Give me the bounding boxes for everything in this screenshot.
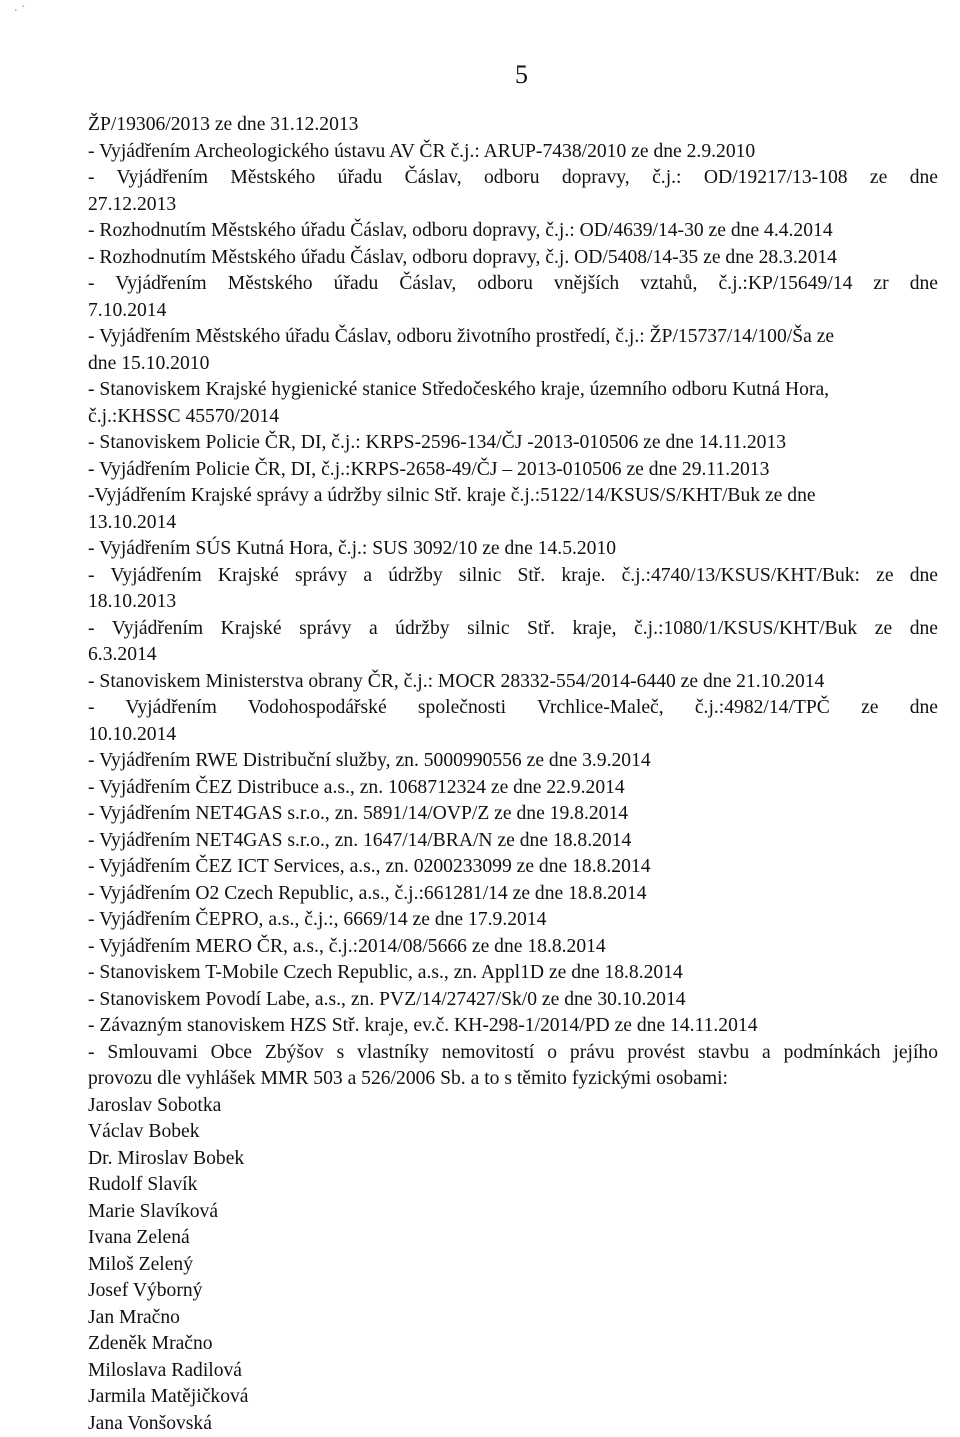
person-name: Jan Mračno	[88, 1305, 938, 1332]
text-line: - Vyjádřením Krajské správy a údržby silnic Stř. kraje. č.j.:4740/13/KSUS/KHT/Buk: ze dne	[88, 563, 938, 590]
text-line: - Vyjádřením Městského úřadu Čáslav, odboru vnějších vztahů, č.j.:KP/15649/14 zr dne	[88, 271, 938, 298]
text-line: - Vyjádřením SÚS Kutná Hora, č.j.: SUS 3092/10 ze dne 14.5.2010	[88, 536, 938, 563]
person-name: Miloslava Radilová	[88, 1358, 938, 1385]
text-line: - Stanoviskem Ministerstva obrany ČR, č.j.: MOCR 28332-554/2014-6440 ze dne 21.10.2014	[88, 669, 938, 696]
person-name: Jarmila Matějičková	[88, 1384, 938, 1411]
text-line: - Vyjádřením Krajské správy a údržby silnic Stř. kraje, č.j.:1080/1/KSUS/KHT/Buk ze dne	[88, 616, 938, 643]
text-line: ŽP/19306/2013 ze dne 31.12.2013	[88, 112, 938, 139]
text-line: - Vyjádřením ČEZ ICT Services, a.s., zn. 0200233099 ze dne 18.8.2014	[88, 854, 938, 881]
text-line: - Vyjádřením Policie ČR, DI, č.j.:KRPS-2658-49/ČJ – 2013-010506 ze dne 29.11.2013	[88, 457, 938, 484]
text-line: - Rozhodnutím Městského úřadu Čáslav, odboru dopravy, č.j.: OD/4639/14-30 ze dne 4.4.2014	[88, 218, 938, 245]
text-line: - Stanoviskem Povodí Labe, a.s., zn. PVZ/14/27427/Sk/0 ze dne 30.10.2014	[88, 987, 938, 1014]
person-name: Miloš Zelený	[88, 1252, 938, 1279]
text-line: č.j.:KHSSC 45570/2014	[88, 404, 938, 431]
text-line: - Vyjádřením ČEPRO, a.s., č.j.:, 6669/14 ze dne 17.9.2014	[88, 907, 938, 934]
text-line: -Vyjádřením Krajské správy a údržby silnic Stř. kraje č.j.:5122/14/KSUS/S/KHT/Buk ze dne	[88, 483, 938, 510]
person-name: Jana Vonšovská	[88, 1411, 938, 1437]
person-name: Dr. Miroslav Bobek	[88, 1146, 938, 1173]
text-line: provozu dle vyhlášek MMR 503 a 526/2006 Sb. a to s těmito fyzickými osobami:	[88, 1066, 938, 1093]
text-line: - Vyjádřením NET4GAS s.r.o., zn. 1647/14/BRA/N ze dne 18.8.2014	[88, 828, 938, 855]
text-line: 10.10.2014	[88, 722, 938, 749]
text-line: - Vyjádřením ČEZ Distribuce a.s., zn. 1068712324 ze dne 22.9.2014	[88, 775, 938, 802]
text-line: - Stanoviskem Krajské hygienické stanice Středočeského kraje, územního odboru Kutná Hora,	[88, 377, 938, 404]
person-name: Marie Slavíková	[88, 1199, 938, 1226]
text-line: - Stanoviskem Policie ČR, DI, č.j.: KRPS-2596-134/ČJ -2013-010506 ze dne 14.11.2013	[88, 430, 938, 457]
scan-corner-mark: . ·	[14, 0, 26, 16]
text-line: 27.12.2013	[88, 192, 938, 219]
document-body	[88, 112, 938, 1437]
text-line: - Závazným stanoviskem HZS Stř. kraje, ev.č. KH-298-1/2014/PD ze dne 14.11.2014	[88, 1013, 938, 1040]
text-line: 18.10.2013	[88, 589, 938, 616]
page-number: 5	[515, 60, 528, 90]
text-line: 13.10.2014	[88, 510, 938, 537]
text-line: - Vyjádřením RWE Distribuční služby, zn. 5000990556 ze dne 3.9.2014	[88, 748, 938, 775]
text-line: 7.10.2014	[88, 298, 938, 325]
text-line: - Vyjádřením O2 Czech Republic, a.s., č.j.:661281/14 ze dne 18.8.2014	[88, 881, 938, 908]
text-line: 6.3.2014	[88, 642, 938, 669]
person-name: Josef Výborný	[88, 1278, 938, 1305]
text-line: - Vyjádřením Archeologického ústavu AV ČR č.j.: ARUP-7438/2010 ze dne 2.9.2010	[88, 139, 938, 166]
person-name: Zdeněk Mračno	[88, 1331, 938, 1358]
text-line: - Vyjádřením MERO ČR, a.s., č.j.:2014/08/5666 ze dne 18.8.2014	[88, 934, 938, 961]
text-line: - Vyjádřením Městského úřadu Čáslav, odboru dopravy, č.j.: OD/19217/13-108 ze dne	[88, 165, 938, 192]
text-line: - Vyjádřením Vodohospodářské společnosti Vrchlice-Maleč, č.j.:4982/14/TPČ ze dne	[88, 695, 938, 722]
text-line: - Stanoviskem T-Mobile Czech Republic, a.s., zn. Appl1D ze dne 18.8.2014	[88, 960, 938, 987]
text-line: - Rozhodnutím Městského úřadu Čáslav, odboru dopravy, č.j. OD/5408/14-35 ze dne 28.3.2014	[88, 245, 938, 272]
text-line: - Smlouvami Obce Zbýšov s vlastníky nemovitostí o právu provést stavbu a podmínkách jejího	[88, 1040, 938, 1067]
person-name: Václav Bobek	[88, 1119, 938, 1146]
person-name: Jaroslav Sobotka	[88, 1093, 938, 1120]
text-line: - Vyjádřením Městského úřadu Čáslav, odboru životního prostředí, č.j.: ŽP/15737/14/100/Ša ze	[88, 324, 938, 351]
person-name: Ivana Zelená	[88, 1225, 938, 1252]
text-line: dne 15.10.2010	[88, 351, 938, 378]
person-name: Rudolf Slavík	[88, 1172, 938, 1199]
text-line: - Vyjádřením NET4GAS s.r.o., zn. 5891/14/OVP/Z ze dne 19.8.2014	[88, 801, 938, 828]
